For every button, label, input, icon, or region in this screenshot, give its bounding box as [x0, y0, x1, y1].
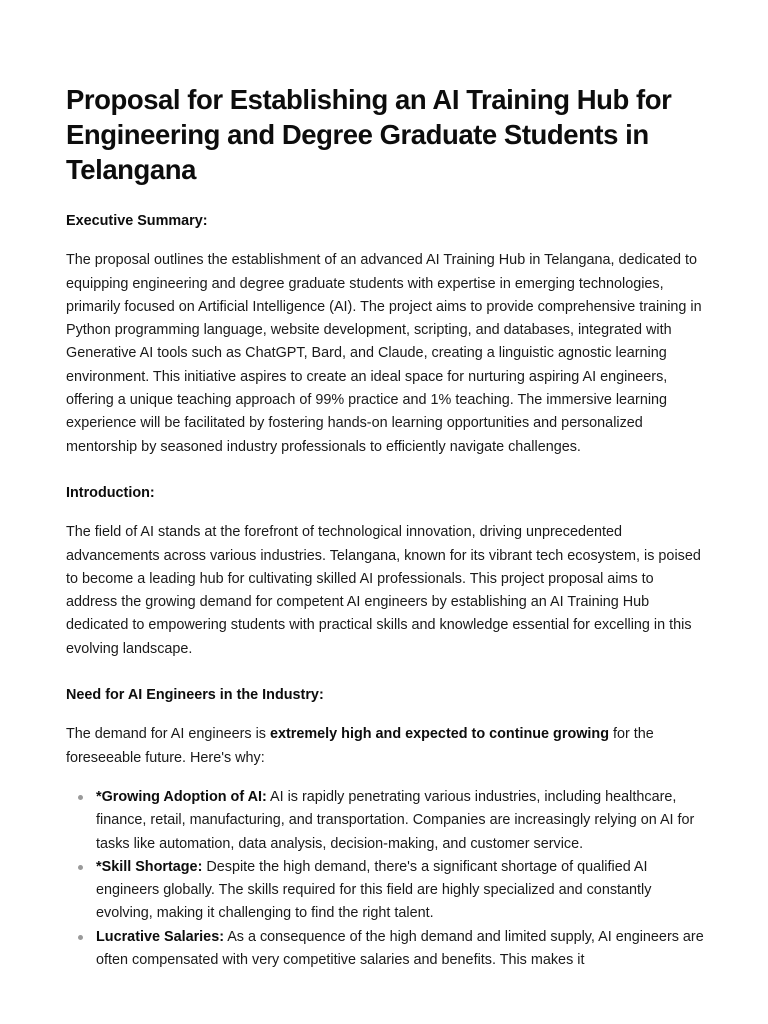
list-item [96, 926, 706, 973]
need-intro-paragraph [66, 723, 706, 770]
need-points-list [66, 786, 706, 972]
introduction-heading: Introduction: [66, 484, 155, 501]
executive-summary-paragraph: The proposal outlines the establishment of an advanced AI Training Hub in Telangana, dedicated to equipping engineering and degree graduate students with expertise in emerging technologies, primarily focused on Artificial Intelligence (AI). The project aims to provide comprehensive training in Python programming language, website development, scripting, and databases, integrated with Generative AI tools such as ChatGPT, Bard, and Claude, creating a linguistic agnostic learning environment. This initiative aspires to create an ideal space for nurturing aspiring AI engineers, offering a unique teaching approach of 99% practice and 1% teaching. The immersive learning experience will be facilitated by fostering hands-on learning opportunities and personalized mentorship by seasoned industry professionals to efficiently navigate challenges. [66, 252, 702, 455]
need-intro-text-before: The demand for AI engineers is [66, 726, 270, 743]
list-item-label: *Skill Shortage: [96, 858, 203, 875]
list-item-text: Despite the high demand, there's a significant shortage of qualified AI engineers globally. The skills required for this field are highly specialized and constantly evolving, making it challenging to find the right talent. [96, 858, 652, 922]
executive-summary-heading: Executive Summary: [66, 213, 208, 229]
list-item-label: *Growing Adoption of AI: [96, 788, 267, 805]
list-item [96, 786, 706, 856]
need-intro-emphasis: extremely high and expected to continue growing [269, 726, 610, 743]
bullet-icon [78, 865, 83, 870]
bullet-icon [78, 795, 83, 800]
list-item-text: AI is rapidly penetrating various industries, including healthcare, finance, retail, manufacturing, and transportation. Companies are increasingly relying on AI for tasks like automation, data analysis, decision-making, and customer service. [96, 788, 695, 852]
list-item [96, 856, 706, 926]
introduction-paragraph: The field of AI stands at the forefront of technological innovation, driving unprecedented advancements across various industries. Telangana, known for its vibrant tech ecosystem, is poised to become a leading hub for cultivating skilled AI professionals. This project proposal aims to address the growing demand for competent AI engineers by establishing an AI Training Hub dedicated to empowering students with practical skills and knowledge essential for excelling in this evolving landscape. [66, 524, 701, 657]
document-title: Proposal for Establishing an AI Training Hub for Engineering and Degree Graduate Students in Telangana [66, 84, 672, 185]
list-item-text: As a consequence of the high demand and limited supply, AI engineers are often compensated with very competitive salaries and benefits. This makes it [96, 928, 704, 969]
need-heading: Need for AI Engineers in the Industry: [66, 687, 324, 704]
bullet-icon [78, 935, 83, 940]
list-item-label: Lucrative Salaries: [96, 928, 224, 945]
need-intro-text-after: for the foreseeable future. Here's why: [66, 726, 654, 766]
